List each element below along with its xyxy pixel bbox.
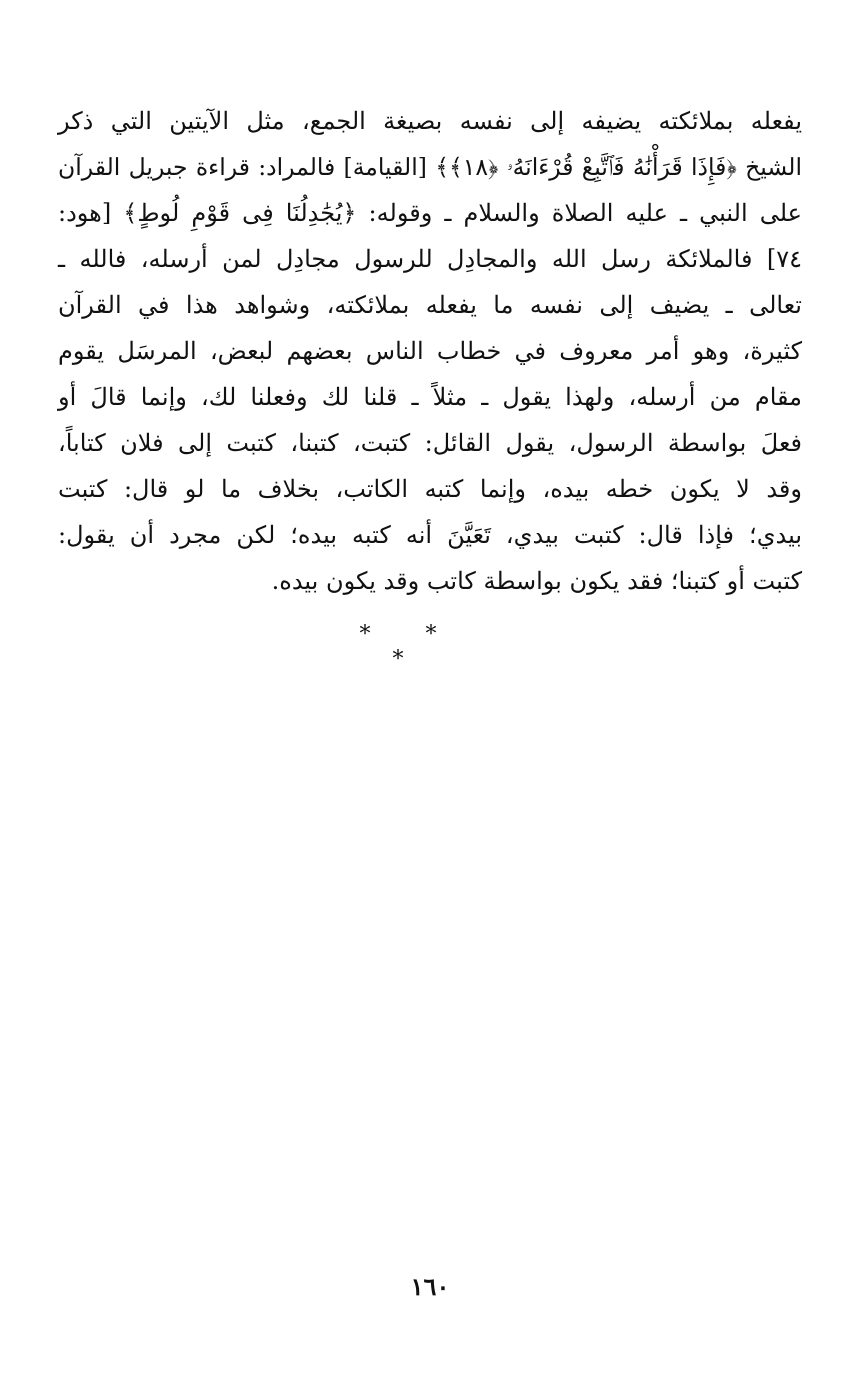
- text-line: فعلَ بواسطة الرسول، يقول القائل: كتبت، كتبنا، كتبت إلى فلان كتاباً،: [58, 429, 802, 457]
- text-line: مقام من أرسله، ولهذا يقول ـ مثلاً ـ قلنا لك وفعلنا لك، وإنما قالَ أو: [58, 383, 802, 411]
- text-line: على النبي ـ عليه الصلاة والسلام ـ وقوله: ﴿يُجَٰدِلُنَا فِى قَوْمِ لُوطٍ﴾ [هود:: [58, 199, 802, 227]
- section-separator: * * *: [359, 622, 461, 672]
- text-line: كتبت أو كتبنا؛ فقد يكون بواسطة كاتب وقد يكون بيده.: [271, 567, 802, 595]
- text-line: بيدي؛ فإذا قال: كتبت بيدي، تَعَيَّنَ أنه كتبه بيده؛ لكن مجرد أن يقول:: [58, 521, 802, 549]
- text-line: يفعله بملائكته يضيفه إلى نفسه بصيغة الجمع، مثل الآيتين التي ذكر: [58, 107, 802, 135]
- text-line: كثيرة، وهو أمر معروف في خطاب الناس بعضهم لبعض، المرسَل يقوم: [58, 337, 802, 365]
- text-line: وقد لا يكون خطه بيده، وإنما كتبه الكاتب، بخلاف ما لو قال: كتبت: [58, 475, 802, 503]
- page-number: ١٦٠: [410, 1272, 450, 1301]
- text-line: ٧٤] فالملائكة رسل الله والمجادِل للرسول مجادِل لمن أرسله، فالله ـ: [58, 245, 802, 273]
- text-line: تعالى ـ يضيف إلى نفسه ما يفعله بملائكته، وشواهد هذا في القرآن: [58, 291, 802, 319]
- text-line: الشيخ ﴿فَإِذَا قَرَأْنَٰهُ فَٱتَّبِعْ قُرْءَانَهُۥ ﴿١٨﴾﴾ [القيامة] فالمراد: قراءة جبريل القرآن: [58, 153, 802, 181]
- body-paragraph: [58, 98, 802, 604]
